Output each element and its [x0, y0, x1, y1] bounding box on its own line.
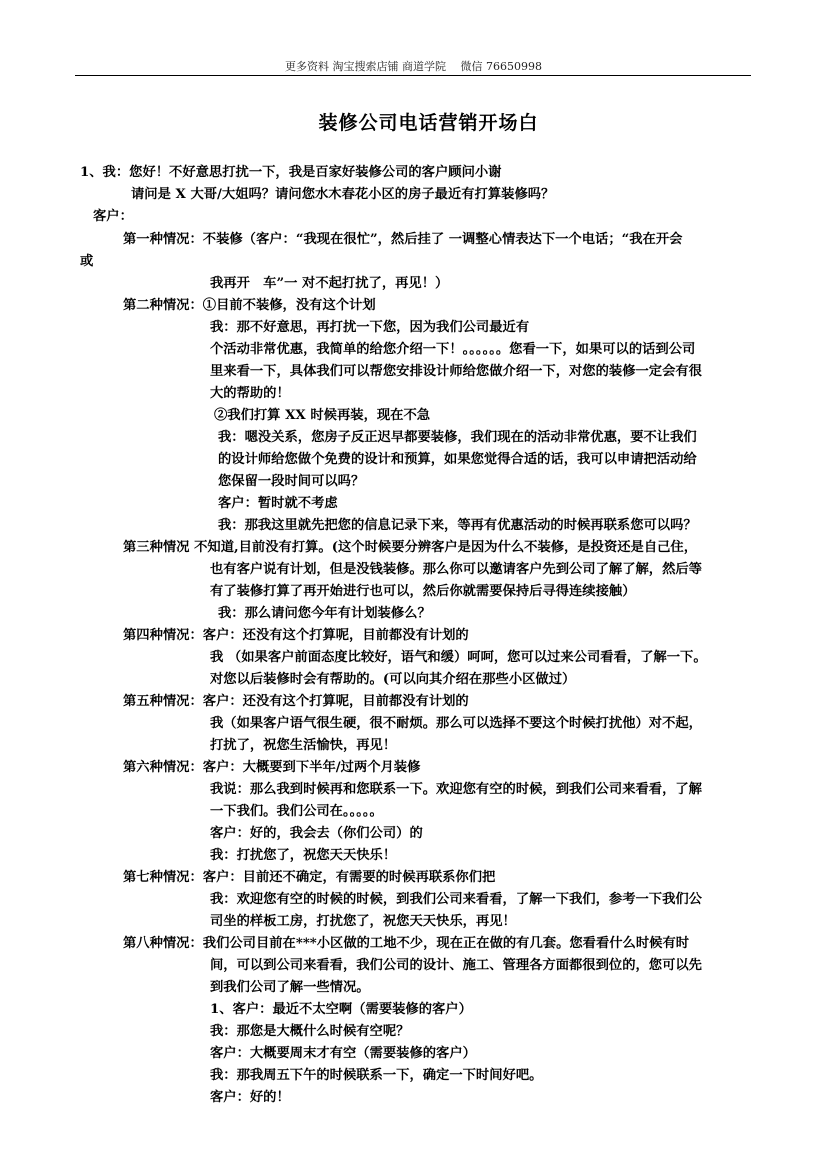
- text-line: 我说：那么我到时候再和您联系一下。欢迎您有空的时候，到我们公司来看看，了解: [210, 782, 702, 797]
- text-line: 我：欢迎您有空的时候的时候，到我们公司来看看，了解一下我们，参考一下我们公: [210, 892, 702, 907]
- text-line: 的设计师给您做个免费的设计和预算，如果您觉得合适的话，我可以申请把活动给: [218, 452, 697, 467]
- text-line: 或: [80, 254, 94, 269]
- text-line: ②我们打算 XX 时候再装，现在不急: [214, 408, 431, 423]
- text-line: 也有客户说有计划，但是没钱装修。那么你可以邀请客户先到公司了解了解，然后等: [210, 562, 702, 577]
- text-line: 我：那么请问您今年有计划装修么？: [218, 606, 431, 621]
- text-line: 我：那不好意思，再打扰一下您，因为我们公司最近有: [210, 320, 530, 335]
- text-line: 对您以后装修时会有帮助的。(可以向其介绍在那些小区做过）: [210, 672, 576, 687]
- text-line: 第二种情况：①目前不装修，没有这个计划: [123, 298, 376, 313]
- text-line: 客户：暂时就不考虑: [218, 496, 338, 511]
- text-line: 大的帮助的！: [210, 386, 290, 401]
- text-line: 第一种情况：不装修（客户：“我现在很忙”，然后挂了 一调整心情表达下一个电话；“我在开会: [123, 232, 683, 247]
- text-line: 打扰了，祝您生活愉快，再见！: [210, 738, 397, 753]
- text-line: 我：打扰您了，祝您天天快乐！: [210, 848, 397, 863]
- text-line: 到我们公司了解一些情况。: [210, 980, 370, 995]
- text-line: 我：那您是大概什么时候有空呢？: [210, 1024, 410, 1039]
- text-line: 个活动非常优惠，我简单的给您介绍一下！。。。。。。您看一下，如果可以的话到公司: [210, 342, 696, 357]
- document-title: 装修公司电话营销开场白: [318, 112, 539, 134]
- text-line: 我：那我周五下午的时候联系一下，确定一下时间好吧。: [210, 1068, 543, 1083]
- text-line: 我（如果客户语气很生硬，很不耐烦。那么可以选择不要这个时候打扰他）对不起，: [210, 716, 702, 731]
- text-line: 1、我：您好！不好意思打扰一下，我是百家好装修公司的客户顾问小谢: [80, 165, 502, 180]
- text-line: 第五种情况：客户：还没有这个打算呢，目前都没有计划的: [123, 694, 469, 709]
- text-line: 请问是 X 大哥/大姐吗？请问您水木春花小区的房子最近有打算装修吗？: [131, 187, 555, 202]
- text-line: 我再开 车”一 对不起打扰了，再见！）: [210, 276, 449, 291]
- text-line: 我：那我这里就先把您的信息记录下来，等再有优惠活动的时候再联系您可以吗？: [218, 518, 697, 533]
- text-line: 第八种情况：我们公司目前在***小区做的工地不少，现在正在做的有几套。您看看什么时候有时: [123, 936, 690, 951]
- text-line: 第三种情况 不知道,目前没有打算。(这个时候要分辨客户是因为什么不装修，是投资还是自己住，: [123, 540, 698, 555]
- text-line: 里来看一下，具体我们可以帮您安排设计师给您做介绍一下，对您的装修一定会有很: [210, 364, 702, 379]
- text-line: 您保留一段时间可以吗？: [218, 474, 365, 489]
- text-line: 我：嗯没关系，您房子反正迟早都要装修，我们现在的活动非常优惠，要不让我们: [218, 430, 697, 445]
- text-line: 有了装修打算了再开始进行也可以，然后你就需要保持后寻得连续接触）: [210, 584, 636, 599]
- text-line: 客户：好的，我会去（你们公司）的: [210, 826, 423, 841]
- header-divider: [75, 75, 751, 76]
- text-line: 我 （如果客户前面态度比较好，语气和缓）呵呵，您可以过来公司看看，了解一下。: [210, 650, 707, 665]
- text-line: 一下我们。我们公司在。。。。。: [210, 804, 383, 819]
- text-line: 司坐的样板工房，打扰您了，祝您天天快乐，再见！: [210, 914, 516, 929]
- text-line: 客户：: [93, 209, 133, 224]
- text-line: 第四种情况：客户：还没有这个打算呢，目前都没有计划的: [123, 628, 469, 643]
- text-line: 客户：大概要周末才有空（需要装修的客户）: [210, 1046, 476, 1061]
- page-header: 更多资料 淘宝搜索店铺 商道学院 微信 76650998: [285, 60, 542, 73]
- text-line: 1、客户：最近不太空啊（需要装修的客户）: [210, 1002, 472, 1017]
- text-line: 第七种情况：客户：目前还不确定，有需要的时候再联系你们把: [123, 870, 496, 885]
- text-line: 客户：好的！: [210, 1090, 290, 1105]
- text-line: 间，可以到公司来看看，我们公司的设计、施工、管理各方面都很到位的，您可以先: [210, 958, 702, 973]
- text-line: 第六种情况：客户：大概要到下半年/过两个月装修: [123, 760, 421, 775]
